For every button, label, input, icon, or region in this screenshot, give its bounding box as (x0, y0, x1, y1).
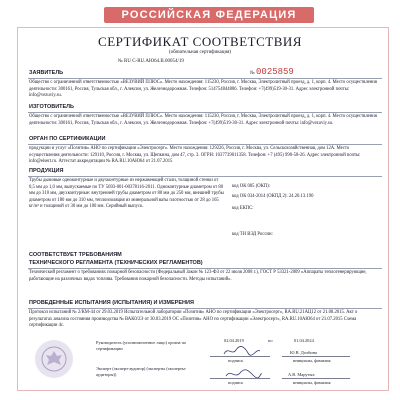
country-banner (104, 7, 314, 23)
requirements-divider (28, 268, 382, 269)
applicant-text: Общество с ограниченной ответственностью «ВЕЗУВИЙ ПЛЮС». Место нахождения: 115230, Россия, г. Москва, Электролитный проезд, д. 1, корп. 4. Место осуществления деятельности: 300161, Россия, Тульская обл., г. Алексин, ул. Железнодорожная. Телефон: 514754844886. Телефон: +7(499)519-30-31. Адрес электронной почты: info@vezuviy.su. (29, 80, 377, 99)
certification-body-divider (28, 144, 382, 145)
certificate-title: СЕРТИФИКАТ СООТВЕТСТВИЯ (98, 34, 302, 49)
manufacturer-label: ИЗГОТОВИТЕЛЬ (29, 104, 74, 110)
requirements-label: СООТВЕТСТВУЕТ ТРЕБОВАНИЯМ (29, 252, 122, 258)
manufacturer-text: Общество с ограниченной ответственностью «ВЕЗУВИЙ ПЛЮС». Место нахождения: 115230, Россия, г. Москва, Электролитный проезд, д. 1, корп. 4. Место осуществления деятельности: 300161, Россия, Тульская обл., г. Алексин, ул. Железнодорожная. Телефон: +7(499)519-30-31. Адрес электронной почты: info@vezuviy.su. (29, 114, 377, 126)
expert-name: А.В. Марутых (288, 372, 315, 377)
applicant-divider (28, 78, 382, 79)
requirements-label-2: ТЕХНИЧЕСКОГО РЕГЛАМЕНТА (ТЕХНИЧЕСКИХ РЕГЛАМЕНТОВ) (29, 260, 203, 266)
expert-signature-line (210, 378, 270, 379)
certificate-subtitle: (обязательная сертификация) (168, 50, 232, 55)
product-label: ПРОДУКЦИЯ (29, 168, 64, 174)
expert-name-line (282, 378, 350, 379)
head-signature-line (210, 356, 270, 357)
emblem-seal (35, 340, 73, 378)
tests-label: ПРОВЕДЕННЫЕ ИСПЫТАНИЯ (ИСПЫТАНИЯ) И ИЗМЕРЕНИЯ (29, 300, 194, 306)
country-banner-text: РОССИЙСКАЯ ФЕДЕРАЦИЯ (121, 9, 297, 21)
applicant-label: ЗАЯВИТЕЛЬ (29, 70, 64, 76)
tests-text: Протокол испытаний № 2/КМ-44 от 29.03.2019 Испытательной лаборатории «Позитив» АНО по сертификации «Электросерт», RA.RU.21АЦ12 от 21.08.2015. Акт о результатах анализа состояния производства № ВАК0/2Э от 30.03.2019 ОС «Позитив» АНО по сертификации «Электросерт», RA.RU.10АЮ64 от 21.07.2015 Схема сертификации 4с. (29, 310, 358, 329)
manufacturer-divider (28, 112, 382, 113)
code-okp: код ОК 005 (ОКП): (232, 184, 271, 189)
requirements-text: Технический регламент о требованиях пожарной безопасности (Федеральный Закон № 123-ФЗ от 22 июля 2008 г.), ГОСТ Р 53321-2009 «Аппараты теплогенерирующие, работающие на различных видах топлива. Требования пожарной безопасности. Методы испытаний». (29, 270, 367, 282)
code-tnved: код ТН ВЭД России: (232, 232, 273, 237)
head-name-line (282, 356, 350, 357)
valid-from: 02.04.2019 (224, 338, 244, 343)
eagle-emblem-icon (40, 345, 68, 373)
product-divider (28, 176, 382, 177)
expert-sign-caption: подпись (228, 380, 244, 385)
tests-divider (28, 308, 382, 309)
head-name: Ю.В. Долбина (290, 350, 317, 355)
valid-to-prefix: по (268, 338, 273, 343)
head-role: Руководитель (уполномоченное лицо) органа по сертификации (96, 340, 187, 351)
expert-role: Эксперт (эксперт-аудитор) (эксперты (эксперты-аудиторы)) (96, 366, 187, 377)
registration-value: RU C-RU.АЮ64.В.00054/19 (124, 59, 184, 64)
certification-body-label: ОРГАН ПО СЕРТИФИКАЦИИ (29, 136, 106, 142)
registration-number (118, 59, 184, 64)
code-ekps: код ЕКПС: (232, 206, 254, 211)
valid-to: 01.04.2024 (294, 338, 314, 343)
blank-prefix: № (250, 71, 255, 76)
head-initials-caption: инициалы, фамилия (293, 358, 331, 363)
head-sign-caption: подпись (228, 358, 244, 363)
blank-number (250, 67, 294, 77)
registration-prefix: № (118, 59, 123, 64)
product-text: Трубы дымовые одноконтурные и двухконтурные из нержавеющей стали, толщиной стенки от 0,5 мм до 1,0 мм, выпускаемые по ТУ 5693-001-00378116-2011. Одноконтурные диаметром от 80 мм до 310 мм, двухконтурные: внутренней трубы диаметром от 80 мм до 250 мм, внешней трубы диаметром от 180 мм до 310 мм, теплоизоляция из минеральной ваты плотностью от 28 до 165 кг/м³ и толщиной от 30 мм до 100 мм. Серийный выпуск. (29, 178, 224, 210)
expert-initials-caption: инициалы, фамилия (293, 380, 331, 385)
blank-value: 0025859 (256, 67, 294, 77)
certification-body-text: продукции и услуг «Позитив» АНО по сертификации «Электросерт». Место нахождения: 129226, Россия, г. Москва, ул. Сельскохозяйственная, дом 12А. Место осуществления деятельности: 129110, Россия, г. Москва, ул. Щепкина, дом 47, стр. 3. ОГРН: 1037739011358. Телефон: +7 (495) 990-58-26. Адрес электронной почты: info@elsert.ru. Аттестат аккредитации № RA.RU.10АЮ64 от 21.07.2015 (29, 146, 361, 165)
code-okpd2: код ОК 034-2014 (ОКПД 2): 24.20.13.190 (232, 194, 314, 199)
